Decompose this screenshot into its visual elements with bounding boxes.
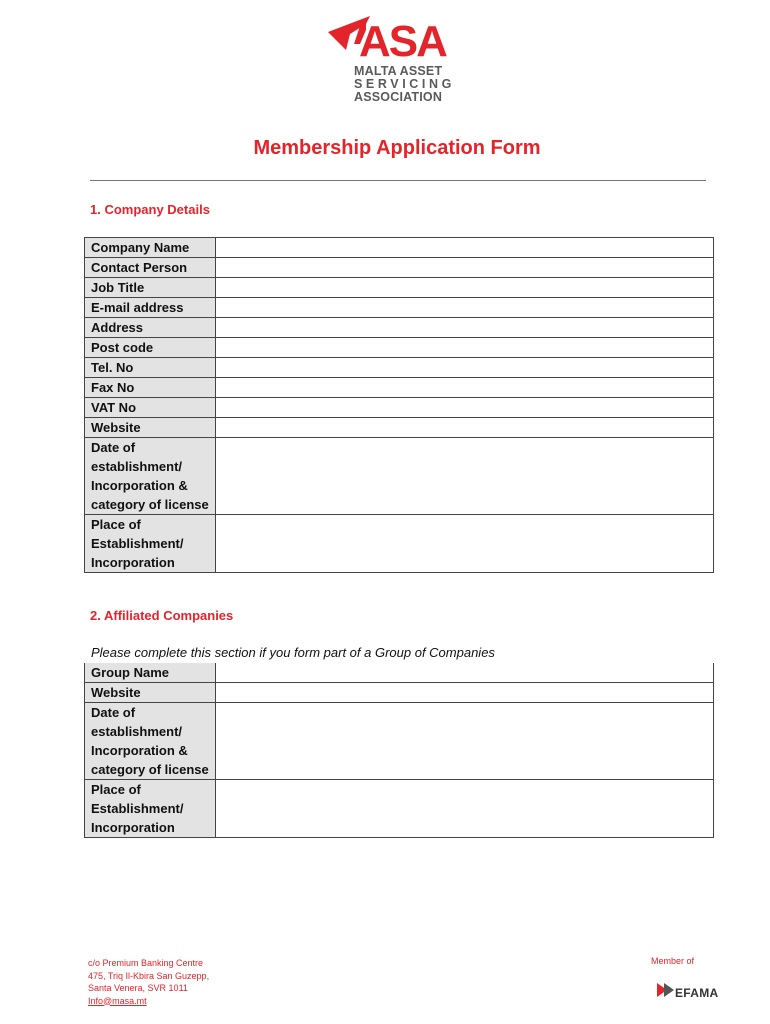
efama-mark-icon — [657, 980, 677, 1000]
form-row — [85, 238, 714, 258]
field-value-input[interactable] — [216, 703, 714, 780]
form-row — [85, 338, 714, 358]
field-value-input[interactable] — [216, 438, 714, 515]
field-value-input[interactable] — [216, 258, 714, 278]
footer-address-line: 475, Triq Il-Kbira San Guzepp, — [88, 970, 210, 981]
form-row — [85, 358, 714, 378]
masa-logo-mark — [326, 12, 471, 68]
field-value-input[interactable] — [216, 515, 714, 573]
footer-address-line: Santa Venera, SVR 1011 — [88, 983, 188, 993]
form-row — [85, 515, 714, 573]
field-value-input[interactable] — [216, 238, 714, 258]
efama-logo — [655, 974, 720, 1008]
field-label: Tel. No — [85, 358, 216, 378]
field-value-input[interactable] — [216, 318, 714, 338]
field-value-input[interactable] — [216, 278, 714, 298]
logo-line-3: ASSOCIATION — [354, 90, 443, 104]
form-row — [85, 780, 714, 838]
form-row — [85, 703, 714, 780]
footer-email-link[interactable]: Info@masa.mt — [88, 995, 147, 1006]
footer-address-line: c/o Premium Banking Centre — [88, 958, 204, 968]
field-label: Fax No — [85, 378, 216, 398]
field-label: Website — [85, 418, 216, 438]
affiliated-note: Please complete this section if you form part of a Group of Companies — [91, 645, 495, 660]
logo-line-2: SERVICING — [354, 77, 455, 91]
field-value-input[interactable] — [216, 683, 714, 703]
field-value-input[interactable] — [216, 338, 714, 358]
logo-line-1: MALTA ASSET — [354, 64, 443, 78]
section-company-details-heading: 1. Company Details — [90, 202, 210, 217]
field-value-input[interactable] — [216, 358, 714, 378]
field-label: Place of Establishment/ Incorporation — [85, 780, 216, 838]
field-label: Website — [85, 683, 216, 703]
field-label: Group Name — [85, 663, 216, 683]
field-label: Contact Person — [85, 258, 216, 278]
form-row — [85, 258, 714, 278]
form-row — [85, 663, 714, 683]
footer-address — [88, 957, 209, 1007]
form-row — [85, 683, 714, 703]
field-label: VAT No — [85, 398, 216, 418]
masa-logo — [326, 12, 471, 108]
field-value-input[interactable] — [216, 418, 714, 438]
field-label: Date of establishment/ Incorporation & category of license — [85, 703, 216, 780]
field-label: Job Title — [85, 278, 216, 298]
form-row — [85, 298, 714, 318]
form-title: Membership Application Form — [253, 137, 541, 159]
title-divider — [90, 180, 706, 181]
field-label: Address — [85, 318, 216, 338]
logo-letters: ASA — [359, 17, 446, 66]
field-label: Place of Establishment/ Incorporation — [85, 515, 216, 573]
field-label: Company Name — [85, 238, 216, 258]
field-label: E-mail address — [85, 298, 216, 318]
member-of-label: Member of — [651, 956, 695, 966]
form-row — [85, 438, 714, 515]
form-row — [85, 278, 714, 298]
field-value-input[interactable] — [216, 298, 714, 318]
section-affiliated-companies-heading: 2. Affiliated Companies — [90, 608, 234, 623]
field-value-input[interactable] — [216, 780, 714, 838]
field-value-input[interactable] — [216, 663, 714, 683]
form-row — [85, 418, 714, 438]
form-row — [85, 398, 714, 418]
company-details-table — [84, 237, 714, 573]
efama-logo-text: EFAMA — [675, 986, 719, 1000]
field-label: Post code — [85, 338, 216, 358]
field-label: Date of establishment/ Incorporation & category of license — [85, 438, 216, 515]
form-row — [85, 318, 714, 338]
field-value-input[interactable] — [216, 398, 714, 418]
field-value-input[interactable] — [216, 378, 714, 398]
affiliated-companies-table — [84, 663, 714, 838]
form-row — [85, 378, 714, 398]
